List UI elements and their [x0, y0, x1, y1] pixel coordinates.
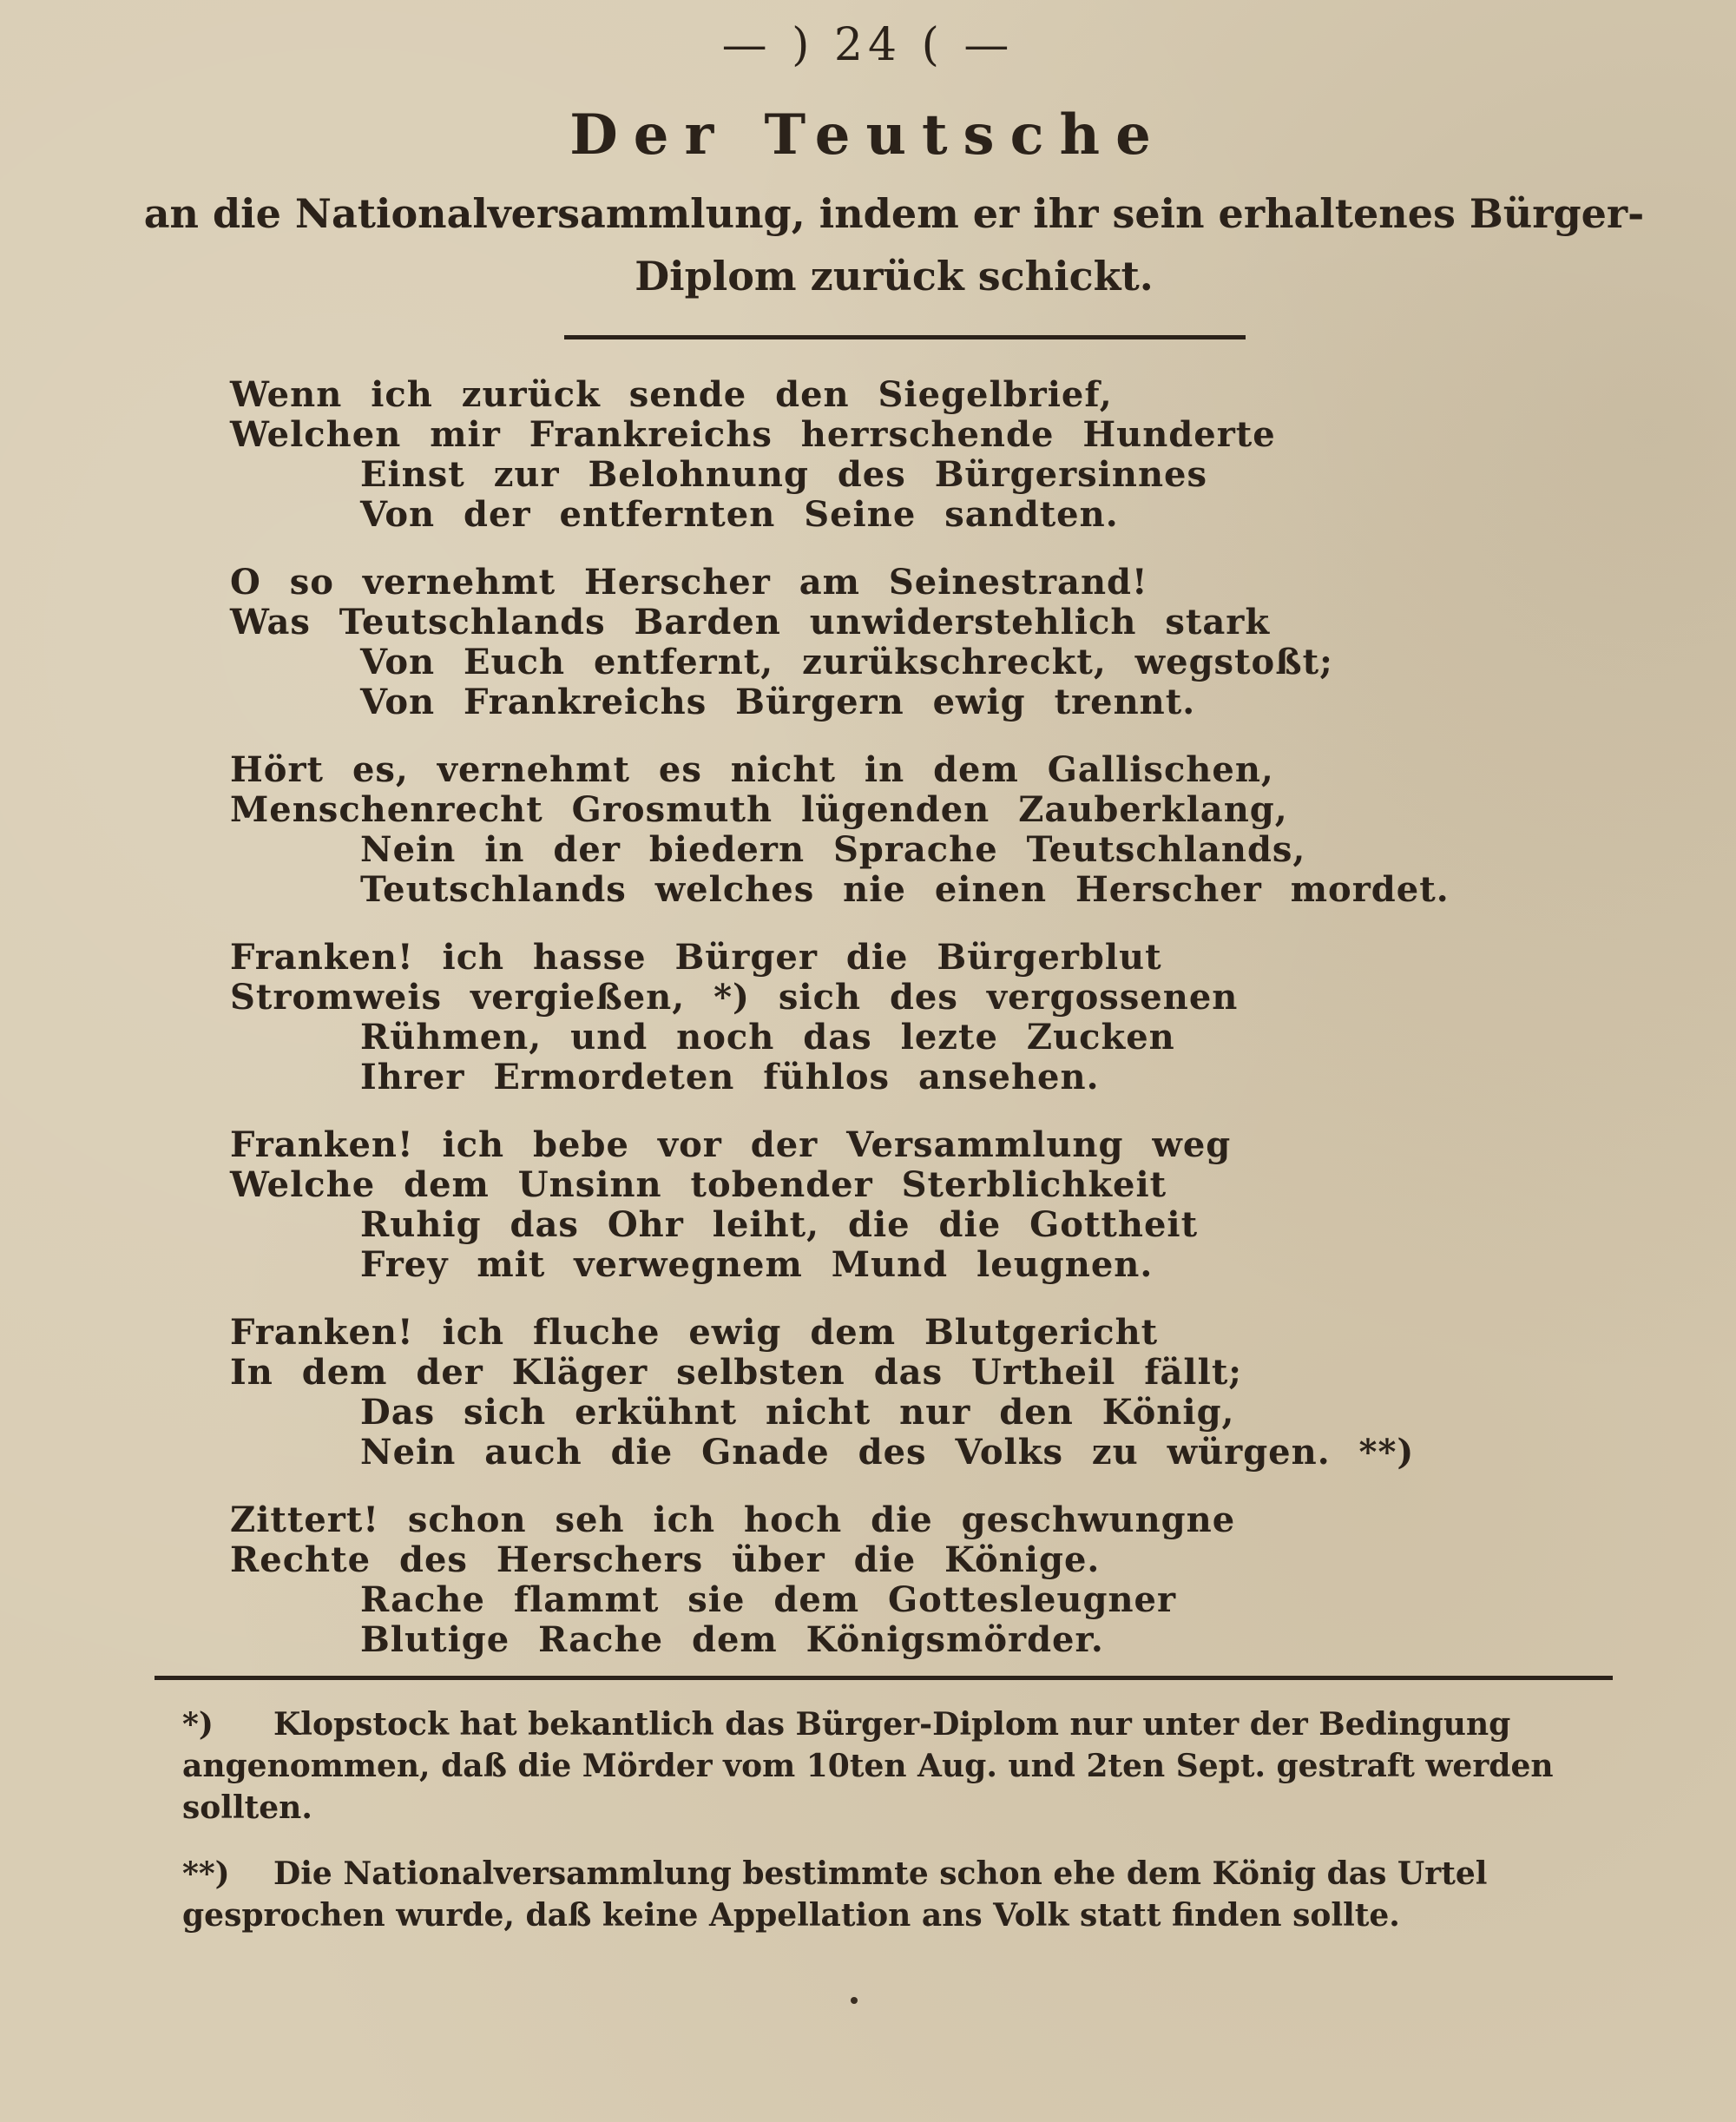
- poem-line: Das sich erkühnt nicht nur den König,: [360, 1392, 1235, 1433]
- poem-subtitle: an die Nationalversammlung, indem er ihr sein erhaltenes Bürger-Diplom zurück schickt.: [143, 190, 1645, 300]
- poem-line: Ihrer Ermordeten fühlos ansehen.: [360, 1057, 1100, 1097]
- page-number: — ) 24 ( —: [721, 19, 1015, 71]
- poem-line: Rühmen, und noch das lezte Zucken: [360, 1017, 1175, 1058]
- footnote-text: Klopstock hat bekantlich das Bürger-Diplom nur unter der Bedingung angenommen, daß die Mörder vom 10ten Aug. und 2ten Sept. gestraft werden sollten.: [182, 1706, 1554, 1826]
- poem-line: Ruhig das Ohr leiht, die die Gottheit: [360, 1204, 1199, 1245]
- poem-line: Menschenrecht Grosmuth lügenden Zauberklang,: [230, 789, 1288, 830]
- poem-body: [230, 375, 1532, 1688]
- poem-line: Rechte des Herschers über die Könige.: [230, 1539, 1101, 1580]
- poem-line: Welchen mir Frankreichs herrschende Hunderte: [230, 414, 1276, 455]
- stanza: [230, 750, 1532, 910]
- poem-line: Von Euch entfernt, zurükschreckt, wegstoßt;: [360, 642, 1333, 682]
- poem-line: Wenn ich zurück sende den Siegelbrief,: [230, 374, 1113, 415]
- footnote: [182, 1704, 1641, 1829]
- footnote: [182, 1853, 1641, 1936]
- stanza: [230, 1500, 1532, 1660]
- footnote-text: Die Nationalversammlung bestimmte schon ehe dem König das Urtel gesprochen wurde, daß keine Appellation ans Volk statt finden sollte.: [182, 1855, 1488, 1934]
- footnote-marker: *): [182, 1706, 214, 1743]
- footnote-divider: [155, 1676, 1613, 1680]
- poem-line: Hört es, vernehmt es nicht in dem Gallischen,: [230, 749, 1274, 790]
- poem-line: Von Frankreichs Bürgern ewig trennt.: [360, 682, 1196, 722]
- stanza: [230, 1313, 1532, 1473]
- poem-line: Nein auch die Gnade des Volks zu würgen. **): [360, 1432, 1415, 1473]
- stanza: [230, 938, 1532, 1097]
- poem-line: Rache flammt sie dem Gottesleugner: [360, 1579, 1177, 1620]
- footnotes: [182, 1704, 1641, 1961]
- poem-line: Stromweis vergießen, *) sich des vergossenen: [230, 977, 1239, 1018]
- stanza: [230, 1125, 1532, 1285]
- poem-line: Welche dem Unsinn tobender Sterblichkeit: [230, 1164, 1167, 1205]
- poem-line: Zittert! schon seh ich hoch die geschwungne: [230, 1499, 1236, 1540]
- poem-line: Franken! ich fluche ewig dem Blutgericht: [230, 1312, 1159, 1353]
- poem-line: Einst zur Belohnung des Bürgersinnes: [360, 454, 1208, 495]
- stanza: [230, 563, 1532, 722]
- poem-line: Franken! ich hasse Bürger die Bürgerblut: [230, 937, 1162, 978]
- poem-line: Blutige Rache dem Königsmörder.: [360, 1619, 1104, 1660]
- poem-line: Frey mit verwegnem Mund leugnen.: [360, 1244, 1154, 1285]
- stanza: [230, 375, 1532, 535]
- poem-line: Von der entfernten Seine sandten.: [360, 494, 1119, 535]
- title-divider: [564, 335, 1246, 339]
- ink-speck: [851, 1997, 858, 2004]
- poem-line: O so vernehmt Herscher am Seinestrand!: [230, 562, 1148, 603]
- poem-line: Franken! ich bebe vor der Versammlung weg: [230, 1124, 1232, 1165]
- poem-line: In dem der Kläger selbsten das Urtheil fällt;: [230, 1352, 1243, 1393]
- poem-line: Nein in der biedern Sprache Teutschlands,: [360, 829, 1306, 870]
- poem-line: Teutschlands welches nie einen Herscher mordet.: [360, 869, 1450, 910]
- footnote-marker: **): [182, 1855, 230, 1892]
- poem-line: Was Teutschlands Barden unwiderstehlich stark: [230, 602, 1271, 643]
- poem-title: Der Teutsche: [569, 102, 1167, 168]
